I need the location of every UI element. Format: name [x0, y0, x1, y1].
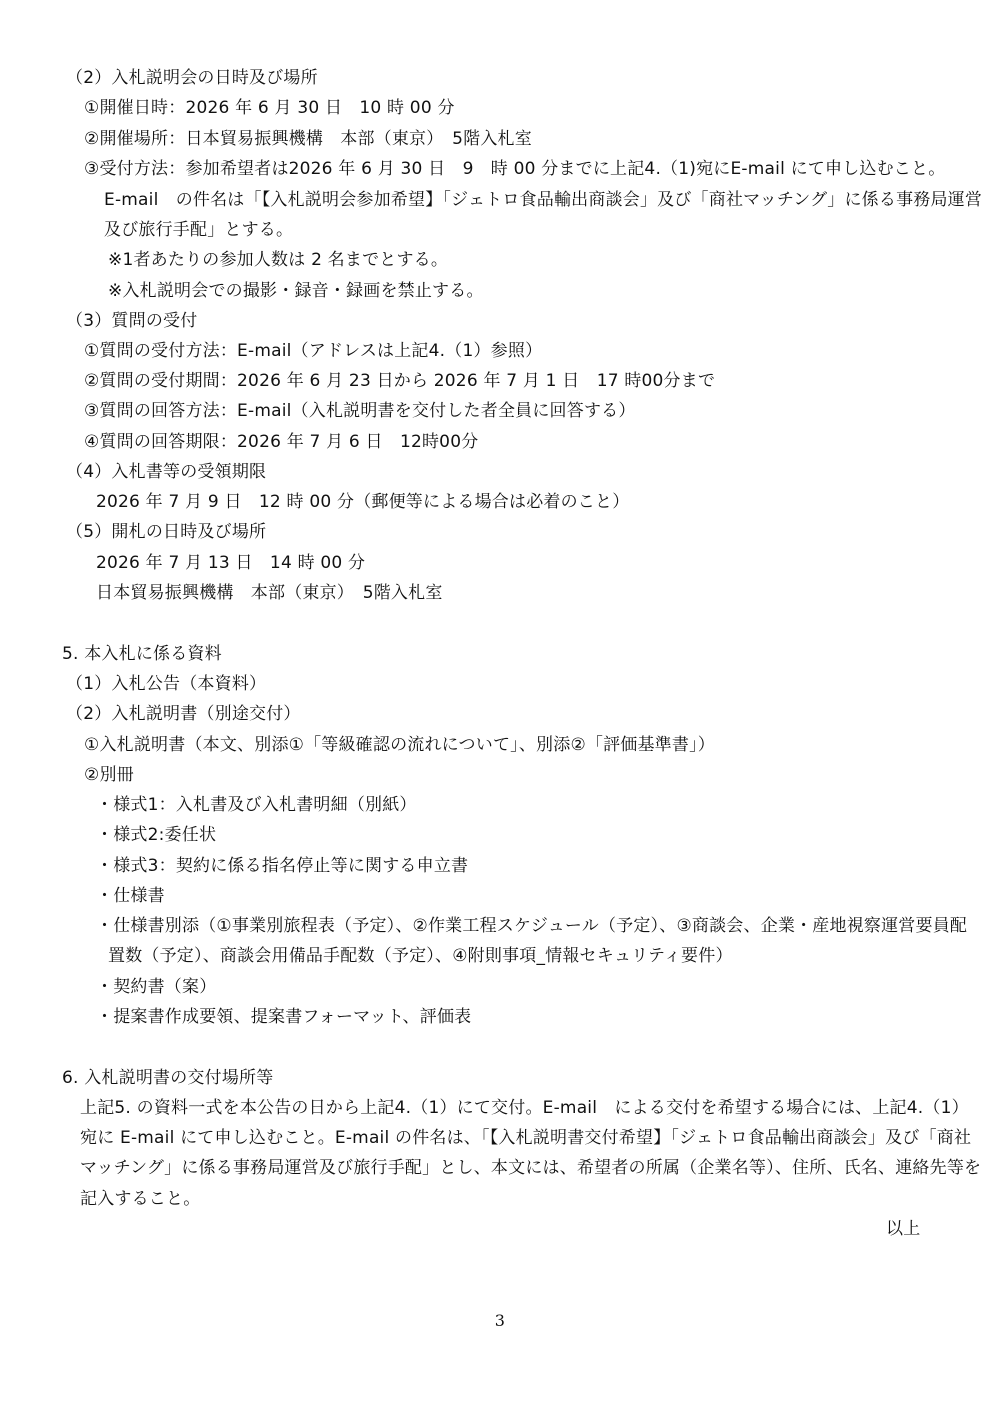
- closing-text: 以上: [886, 1219, 921, 1239]
- section-heading: （3）質問の受付: [66, 311, 198, 331]
- page-number: 3: [494, 1311, 506, 1330]
- paragraph-line: 上記5. の資料一式を本公告の日から上記4.（1）にて交付。E-mail による交付を希望する場合には、上記4.（1）: [80, 1098, 969, 1118]
- note: ※入札説明会での撮影・録音・録画を禁止する。: [108, 281, 484, 301]
- list-item: ④質問の回答期限：2026 年 7 月 6 日 12時00分: [84, 432, 479, 452]
- paragraph-line: マッチング」に係る事務局運営及び旅行手配」とし、本文には、希望者の所属（企業名等）、住所、氏名、連絡先等を: [80, 1158, 982, 1178]
- bullet-item: ・様式2:委任状: [96, 825, 217, 845]
- bullet-item: ・様式3：契約に係る指名停止等に関する申立書: [96, 856, 469, 876]
- list-item: ①入札説明書（本文、別添①「等級確認の流れについて」、別添②「評価基準書」）: [84, 735, 715, 755]
- list-item: ①開催日時：2026 年 6 月 30 日 10 時 00 分: [84, 98, 455, 118]
- list-item: ②別冊: [84, 765, 134, 785]
- bullet-item: ・仕様書: [96, 886, 165, 906]
- section-heading: （5）開札の日時及び場所: [66, 522, 267, 542]
- list-item: ①質問の受付方法：E-mail（アドレスは上記4.（1）参照）: [84, 341, 543, 361]
- note: ※1者あたりの参加人数は 2 名までとする。: [108, 250, 449, 270]
- list-item: ②開催場所：日本貿易振興機構 本部（東京） 5階入札室: [84, 129, 532, 149]
- paragraph-line: 記入すること。: [80, 1189, 201, 1209]
- list-item-continuation: 及び旅行手配」とする。: [104, 220, 294, 240]
- opening-place: 日本貿易振興機構 本部（東京） 5階入札室: [96, 583, 443, 603]
- section-heading: （2）入札説明会の日時及び場所: [66, 68, 318, 88]
- section-title: 5. 本入札に係る資料: [62, 644, 222, 664]
- list-item: ③質問の回答方法：E-mail（入札説明書を交付した者全員に回答する）: [84, 401, 636, 421]
- section-title: 6. 入札説明書の交付場所等: [62, 1068, 274, 1088]
- section-heading: （1）入札公告（本資料）: [66, 674, 267, 694]
- section-heading: （2）入札説明書（別途交付）: [66, 704, 301, 724]
- bullet-item: ・契約書（案）: [96, 977, 217, 997]
- bullet-item: ・様式1：入札書及び入札書明細（別紙）: [96, 795, 417, 815]
- list-item: ③受付方法：参加希望者は2026 年 6 月 30 日 9 時 00 分までに上記4.（1)宛にE-mail にて申し込むこと。: [84, 159, 946, 179]
- bullet-item: ・提案書作成要領、提案書フォーマット、評価表: [96, 1007, 472, 1027]
- bullet-item-continuation: 置数（予定）、商談会用備品手配数（予定）、④附則事項_情報セキュリティ要件）: [108, 946, 733, 966]
- deadline-text: 2026 年 7 月 9 日 12 時 00 分（郵便等による場合は必着のこと）: [96, 492, 630, 512]
- bullet-item: ・仕様書別添（①事業別旅程表（予定）、②作業工程スケジュール（予定）、③商談会、企業・産地視察運営要員配: [96, 916, 968, 936]
- section-heading: （4）入札書等の受領期限: [66, 462, 267, 482]
- list-item-continuation: E-mail の件名は「【入札説明会参加希望】「ジェトロ食品輸出商談会」及び「商社マッチング」に係る事務局運営: [104, 190, 983, 210]
- list-item: ②質問の受付期間：2026 年 6 月 23 日から 2026 年 7 月 1 日 17 時00分まで: [84, 371, 716, 391]
- opening-datetime: 2026 年 7 月 13 日 14 時 00 分: [96, 553, 366, 573]
- paragraph-line: 宛に E-mail にて申し込むこと。E-mail の件名は、「【入札説明書交付希望】「ジェトロ食品輸出商談会」及び「商社: [80, 1128, 972, 1148]
